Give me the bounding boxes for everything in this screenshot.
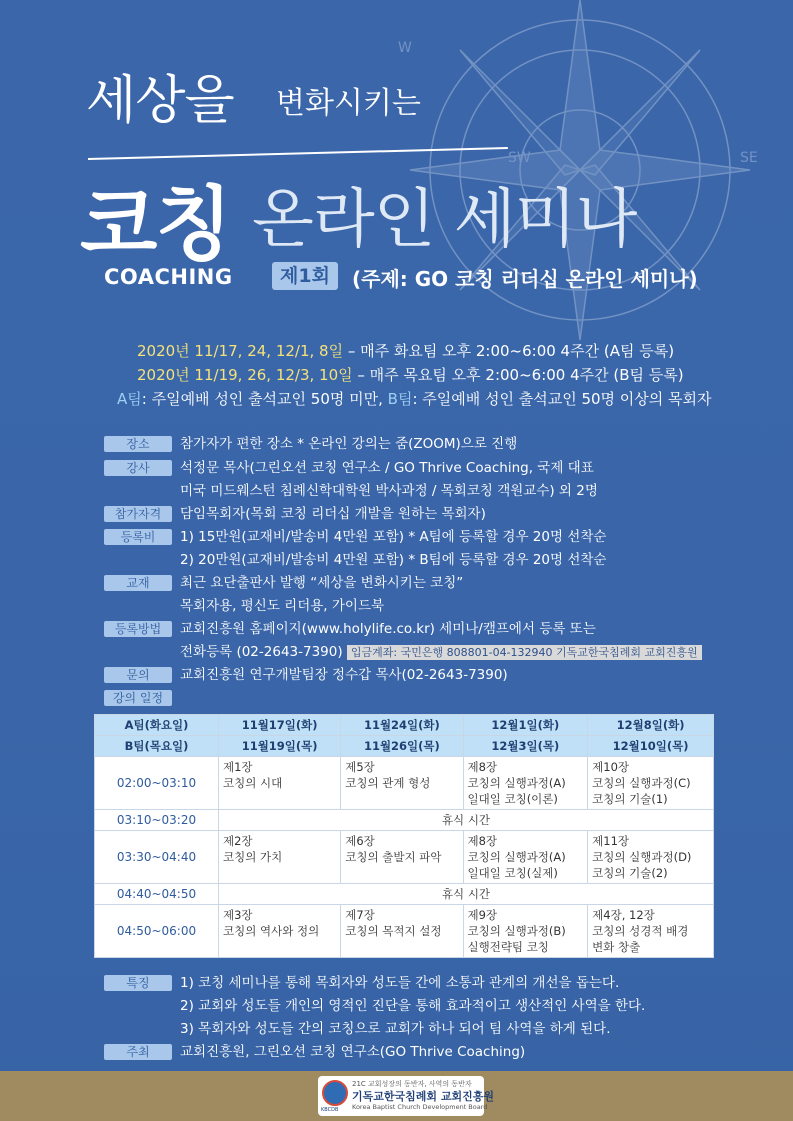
seminar-theme: (주제: GO 코칭 리더십 온라인 세미나): [352, 267, 698, 291]
table-row: B팀(목요일) 11월19일(목) 11월26일(목) 12월3일(목) 12월10일(목): [95, 736, 714, 757]
date-line-b: 2020년 11/19, 26, 12/3, 10일 – 매주 목요팀 오후 2:00~6:00 4주간 (B팀 등록): [137, 366, 684, 384]
svg-text:SE: SE: [740, 150, 758, 166]
organization-logo: KBCDB 21C 교회성장의 동반자, 사역의 동반자 기독교한국침례회 교회진흥원 Korea Baptist Church Development Board: [318, 1076, 484, 1116]
title-online-seminar: 온라인 세미나: [252, 183, 637, 257]
title-word-world: 세상을: [86, 71, 234, 131]
church-logo-icon: [322, 1080, 348, 1106]
svg-text:SW: SW: [508, 150, 531, 166]
svg-text:W: W: [398, 40, 412, 56]
table-row: 04:40~04:50 휴식 시간: [95, 884, 714, 905]
table-row: 04:50~06:00 제3장 코칭의 역사와 정의 제7장 코칭의 목적지 설정 제9장 코칭의 실행과정(B) 실행전략팀 코칭 제4장, 12장 코칭의 성경적 배경 변화 창출: [95, 905, 714, 958]
team-description: A팀: 주일예배 성인 출석교인 50명 미만, B팀: 주일예배 성인 출석교인 50명 이상의 목회자: [117, 390, 712, 408]
table-row: 03:30~04:40 제2장 코칭의 가치 제6장 코칭의 출발지 파악 제8장 코칭의 실행과정(A) 일대일 코칭(실제) 제11장 코칭의 실행과정(D) 코칭의 기술(2): [95, 831, 714, 884]
table-row: 02:00~03:10 제1장 코칭의 시대 제5장 코칭의 관계 형성 제8장 코칭의 실행과정(A) 일대일 코칭(이론) 제10장 코칭의 실행과정(C) 코칭의 기술(1): [95, 757, 714, 810]
round-badge: 제1회: [272, 262, 338, 290]
poster: W SW SE 세상을 변화시키는 코칭 온라인 세미나 COACHING 제1회 (주제: GO 코칭 리더십 온라인 세미나) 2020년 11/17, 24, 12/1, 8일 – 매주 화요팀 오후 2:00~6:00 4주간 (A팀 등록) 2020년 11/19, 26, 12/3, 10일 – 매주 목요팀 오후 2:00~6:00 4주간 (B팀 등록) A팀: 주일예배 성인 출석교인 50명 미만, B팀: 주일예배 성인 출석교인 50명 이상의 목회자 장소 참가자가 편한 장소 * 온라인 강의는 줌(ZOOM)으로 진행 강사 석정문 목사(그린오션 코칭 연구소 / GO Thrive Coaching, 국제 대표 미국 미드웨스턴 침례신학대학원 박사과정 / 목회코칭 객원교수) 외 2명 참가자격 담임목회자(목회 코칭 리더십 개발을 원하는 목회자) 등록비 1) 15만원(교재비/발송비 4만원 포함) * A팀에 등록할 경우 20명 선착순 2) 20만원(교재비/발송비 4만원 포함) * B팀에 등록할 경우 20명 선착순 교재 최근 요단출판사 발행 “세상을 변화시키는 코칭” 목회자용, 평신도 리더용, 가이드북 등록방법 교회진흥원 홈페이지(www.holylife.co.kr) 세미나/캠프에서 등록 또는 전화등록 (02-2643-7390) 입금계좌: 국민은행 808801-04-132940 기독교한국침례회 교회진흥원 문의 교회진흥원 연구개발팀장 정수갑 목사(02-2643-7390) 강의 일정 A팀(화요일) 11월17일(화) 11월24일(화) 12월1일(화) 12월8일(화) B팀(목요일) 11월19일(목) 11월26일(목) 12월3일(목) 12월10일(목) 02:00~03:10 제1장 코칭의 시대 제5장 코칭의 관계 형성 제8장 코칭의 실행과정(A) 일대일 코칭(이론) 제10장 코칭의 실행과정(C) 코칭의 기술(1) 03:10~03:20 휴식 시간 03:30~04:40 제2장 코칭의 가치 제6장 코칭의 출발지 파악 제8장 코칭의 실행과정(A) 일대일 코칭(실제) 제11장 코칭의 실행과정(D) 코칭의 기술(2) 04:40~04:50 휴식 시간 04:50~06:00 제3장 코칭의 역사와 정의 제7장 코칭의 목적지 설정 제9장 코칭의 실행과정(B) 실행전략팀 코칭 제4장, 12장 코칭의 성경적 배경 변화 창출 특징 1) 코칭 세미나를 통해 목회자와 성도들 간에 소통과 관계의 개선을 돕는다. 2) 교회와 성도들 개인의 영적인 진단을 통해 효과적이고 생산적인 사역을 한다. 3) 목회자와 성도들 간의 코칭으로 교회가 하나 되어 팀 사역을 하게 된다. 주최 교회진흥원, 그린오션 코칭 연구소(GO Thrive Coaching) KBCDB 21C 교회성장의 동반자, 사역의 동반자 기독교한국침례회 교회진흥원 Korea Baptist Church Development Board: [0, 0, 793, 1121]
table-row: A팀(화요일) 11월17일(화) 11월24일(화) 12월1일(화) 12월8일(화): [95, 715, 714, 736]
bank-account: 입금계좌: 국민은행 808801-04-132940 기독교한국침례회 교회진흥원: [347, 645, 702, 660]
date-line-a: 2020년 11/17, 24, 12/1, 8일 – 매주 화요팀 오후 2:00~6:00 4주간 (A팀 등록): [137, 342, 675, 360]
title-coaching: 코칭: [80, 178, 231, 271]
coaching-english-label: COACHING: [104, 265, 233, 289]
schedule-table: [94, 714, 714, 958]
title-word-changing: 변화시키는: [276, 86, 421, 121]
table-row: 03:10~03:20 휴식 시간: [95, 810, 714, 831]
